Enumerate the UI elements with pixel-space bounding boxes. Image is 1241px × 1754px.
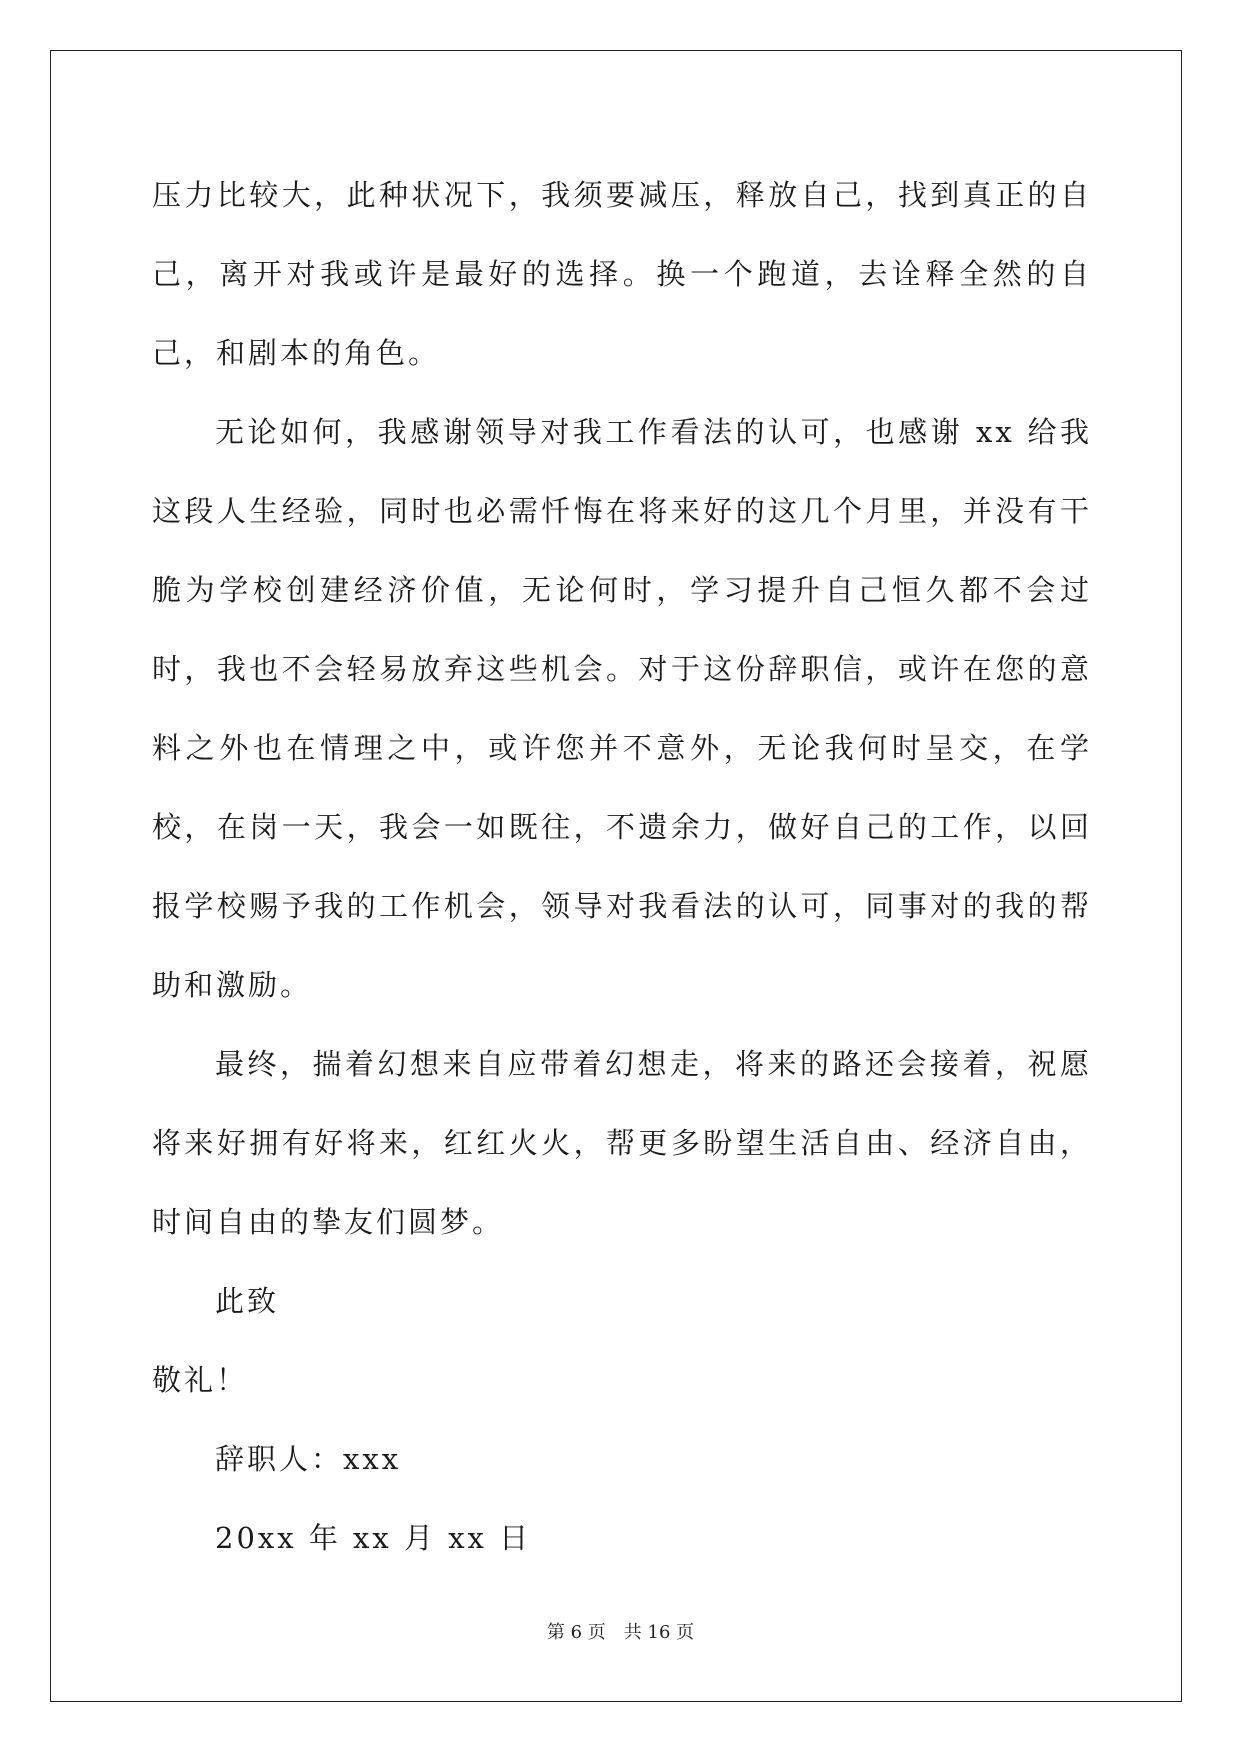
closing-line: 此致 <box>215 1284 280 1318</box>
paragraph-1: 压力比较大，此种状况下，我须要减压，释放自己，找到真正的自己，离开对我或许是最好的选择。换一个跑道，去诠释全然的自己，和剧本的角色。 <box>152 178 1092 370</box>
paragraph-2: 无论如何，我感谢领导对我工作看法的认可，也感谢 xx 给我这段人生经验，同时也必需忏悔在将来好的这几个月里，并没有干脆为学校创建经济价值，无论何时，学习提升自己恒久都不会过时，我也不会轻易放弃这些机会。对于这份辞职信，或许在您的意料之外也在情理之中，或许您并不意外，无论我何时呈交，在学校，在岗一天，我会一如既往，不遗余力，做好自己的工作，以回报学校赐予我的工作机会，领导对我看法的认可，同事对的我的帮助和激励。 <box>152 415 1092 1002</box>
date-line: 20xx 年 xx 月 xx 日 <box>215 1521 532 1555</box>
letter-body <box>152 156 1092 1578</box>
paragraph-3: 最终，揣着幻想来自应带着幻想走，将来的路还会接着，祝愿将来好拥有好将来，红红火火，帮更多盼望生活自由、经济自由，时间自由的挚友们圆梦。 <box>152 1047 1092 1239</box>
signature-line: 辞职人：xxx <box>215 1442 402 1476</box>
salutation-line: 敬礼！ <box>152 1363 249 1397</box>
page-number-footer: 第 6 页 共 16 页 <box>546 1622 695 1643</box>
